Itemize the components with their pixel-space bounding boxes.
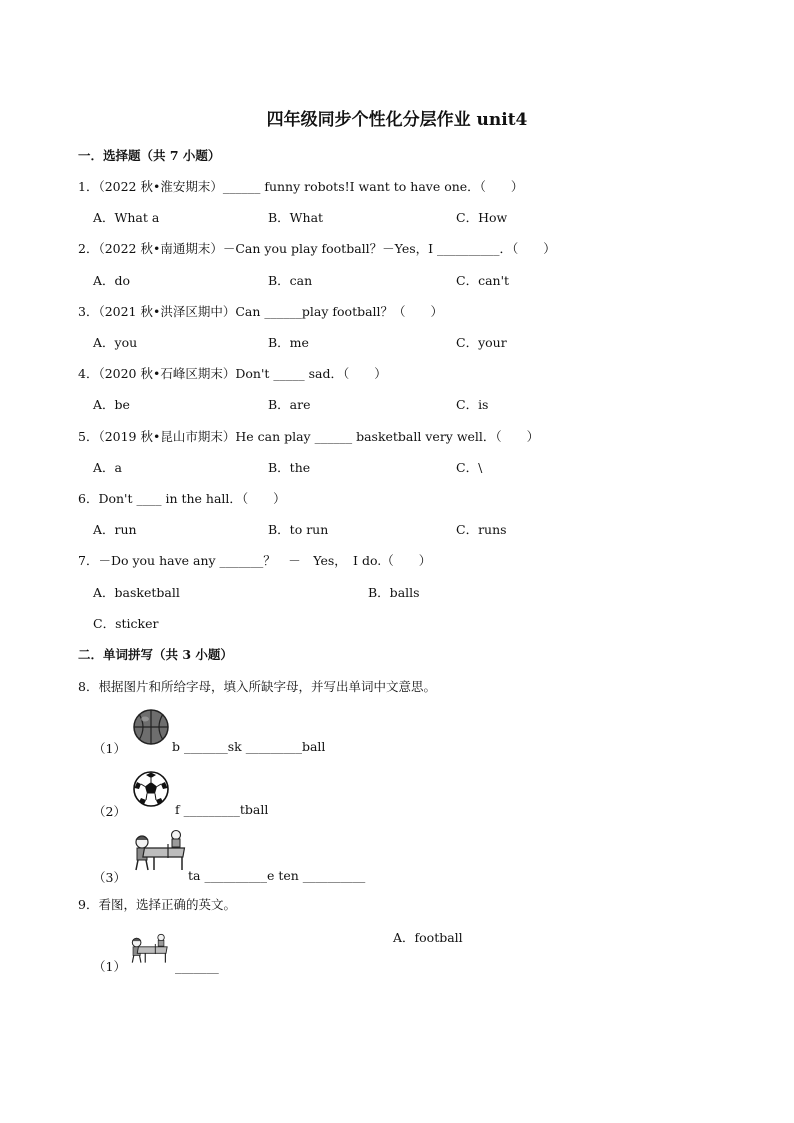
question-7-option-a[interactable]: A．basketball [93,585,180,600]
question-8-item-1-number: （1） [93,741,126,756]
question-4-option-c[interactable]: C．is [456,397,489,412]
question-4-option-b[interactable]: B．are [268,397,311,412]
question-6-option-b[interactable]: B．to run [268,522,329,537]
question-1-stem: 1．（2022 秋•淮安期末）______ funny robots!I want to have one．（ ） [78,179,524,194]
question-7-option-b[interactable]: B．balls [368,585,420,600]
question-1-option-b[interactable]: B．What [268,210,324,225]
question-5-option-c[interactable]: C．\ [456,460,483,475]
question-8-item-3-number: （3） [93,870,126,885]
question-3-option-a[interactable]: A．you [93,335,138,350]
question-4-option-a[interactable]: A．be [93,397,130,412]
question-4-stem: 4．（2020 秋•石峰区期末）Don't _____ sad．（ ） [78,366,387,381]
question-3-option-b[interactable]: B．me [268,335,309,350]
question-6-option-a[interactable]: A．run [93,522,137,537]
question-5-stem: 5．（2019 秋•昆山市期末）He can play ______ basketball very well．（ ） [78,429,540,444]
question-7-stem: 7．－Do you have any _______？ － Yes， I do.（ ） [78,553,432,568]
table-tennis-icon [130,828,194,874]
question-7-option-c[interactable]: C．sticker [93,616,159,631]
question-8-stem: 8．根据图片和所给字母，填入所缺字母，并写出单词中文意思。 [78,679,436,694]
question-9-item-1-blank[interactable]: _______ [175,959,219,974]
basketball-icon [132,708,170,746]
question-1-option-c[interactable]: C．How [456,210,508,225]
football-icon [132,770,170,808]
question-1-option-a[interactable]: A．What a [93,210,160,225]
question-2-option-a[interactable]: A．do [93,273,131,288]
question-9-stem: 9．看图，选择正确的英文。 [78,897,236,912]
question-8-item-2-blanks[interactable]: f _________tball [175,802,269,817]
section-heading-choice: 一．选择题（共 7 小题） [78,148,221,163]
question-5-option-b[interactable]: B．the [268,460,311,475]
page-title: 四年级同步个性化分层作业 unit4 [266,110,528,130]
question-6-stem: 6．Don't ____ in the hall．（ ） [78,491,286,506]
question-8-item-1-blanks[interactable]: b _______sk _________ball [172,739,326,754]
question-6-option-c[interactable]: C．runs [456,522,507,537]
section-heading-spelling: 二．单词拼写（共 3 小题） [78,647,233,662]
question-3-stem: 3．（2021 秋•洪泽区期中）Can ______play football？（ ） [78,304,444,319]
table-tennis-icon [128,932,174,966]
question-2-stem: 2．（2022 秋•南通期末）－Can you play football？－Yes，I __________．（ ） [78,241,556,256]
question-2-option-b[interactable]: B．can [268,273,313,288]
question-2-option-c[interactable]: C．can't [456,273,510,288]
question-5-option-a[interactable]: A．a [93,460,122,475]
question-9-option-a[interactable]: A．football [393,930,463,945]
question-3-option-c[interactable]: C．your [456,335,507,350]
question-9-item-1-number: （1） [93,959,126,974]
question-8-item-2-number: （2） [93,804,126,819]
question-8-item-3-blanks[interactable]: ta __________e ten __________ [188,868,366,883]
